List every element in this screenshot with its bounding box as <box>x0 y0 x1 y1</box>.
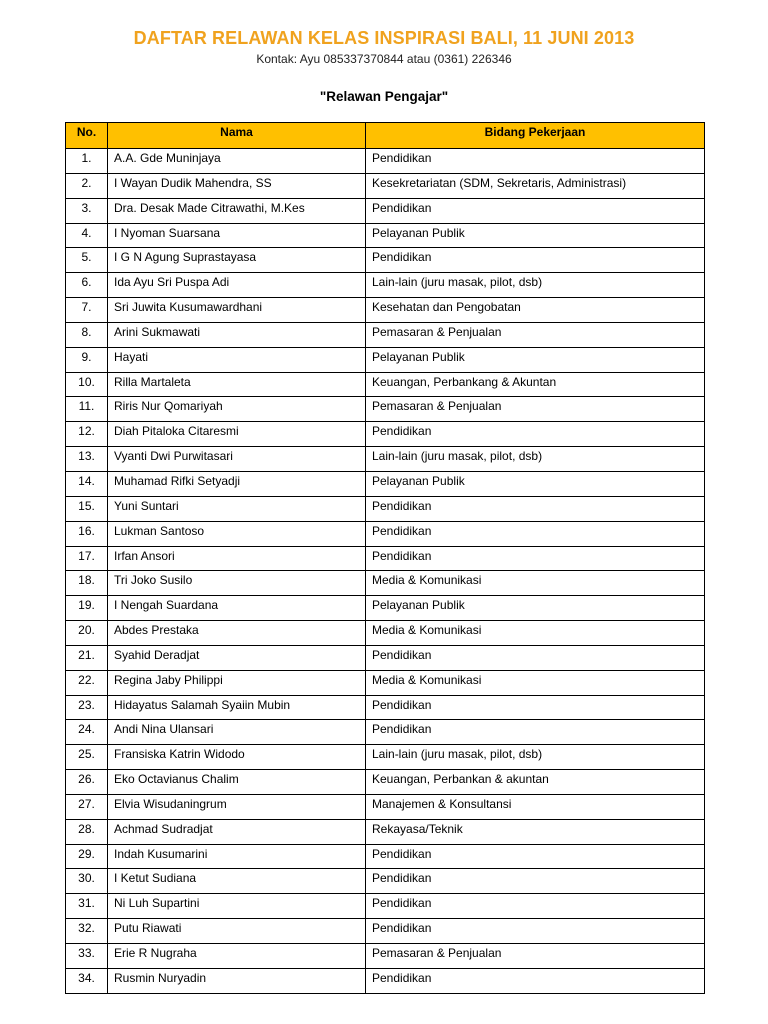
table-row <box>66 422 705 447</box>
table-row <box>66 621 705 646</box>
table-row <box>66 894 705 919</box>
cell-name: Erie R Nugraha <box>108 944 366 969</box>
cell-no: 2. <box>66 173 108 198</box>
table-row <box>66 596 705 621</box>
cell-name: Rusmin Nuryadin <box>108 968 366 993</box>
cell-no: 17. <box>66 546 108 571</box>
cell-no: 9. <box>66 347 108 372</box>
cell-name: Muhamad Rifki Setyadji <box>108 471 366 496</box>
cell-name: Yuni Suntari <box>108 496 366 521</box>
cell-name: Rilla Martaleta <box>108 372 366 397</box>
table-row <box>66 273 705 298</box>
cell-job: Manajemen & Konsultansi <box>366 794 705 819</box>
table-row <box>66 844 705 869</box>
cell-name: I Ketut Sudiana <box>108 869 366 894</box>
cell-name: Sri Juwita Kusumawardhani <box>108 298 366 323</box>
cell-name: Dra. Desak Made Citrawathi, M.Kes <box>108 198 366 223</box>
table-row <box>66 670 705 695</box>
cell-name: Putu Riawati <box>108 919 366 944</box>
cell-job: Media & Komunikasi <box>366 670 705 695</box>
cell-no: 18. <box>66 571 108 596</box>
cell-name: Elvia Wisudaningrum <box>108 794 366 819</box>
section-subtitle: "Relawan Pengajar" <box>319 89 449 104</box>
cell-job: Pemasaran & Penjualan <box>366 322 705 347</box>
cell-job: Pemasaran & Penjualan <box>366 397 705 422</box>
cell-job: Media & Komunikasi <box>366 571 705 596</box>
table-row <box>66 223 705 248</box>
cell-name: Irfan Ansori <box>108 546 366 571</box>
table-row <box>66 944 705 969</box>
cell-name: Tri Joko Susilo <box>108 571 366 596</box>
cell-job: Pendidikan <box>366 521 705 546</box>
cell-no: 29. <box>66 844 108 869</box>
cell-no: 10. <box>66 372 108 397</box>
cell-name: Achmad Sudradjat <box>108 819 366 844</box>
table-row <box>66 645 705 670</box>
table-row <box>66 248 705 273</box>
cell-name: Andi Nina Ulansari <box>108 720 366 745</box>
table-row <box>66 322 705 347</box>
cell-name: A.A. Gde Muninjaya <box>108 149 366 174</box>
cell-no: 13. <box>66 447 108 472</box>
table-row <box>66 869 705 894</box>
cell-job: Pendidikan <box>366 496 705 521</box>
cell-job: Pendidikan <box>366 198 705 223</box>
cell-no: 1. <box>66 149 108 174</box>
cell-no: 11. <box>66 397 108 422</box>
cell-job: Pendidikan <box>366 720 705 745</box>
table-row <box>66 397 705 422</box>
header-job: Bidang Pekerjaan <box>366 123 705 149</box>
cell-no: 3. <box>66 198 108 223</box>
cell-no: 26. <box>66 770 108 795</box>
table-row <box>66 968 705 993</box>
cell-job: Media & Komunikasi <box>366 621 705 646</box>
table-row <box>66 720 705 745</box>
cell-job: Rekayasa/Teknik <box>366 819 705 844</box>
cell-job: Pelayanan Publik <box>366 596 705 621</box>
table-row <box>66 819 705 844</box>
cell-no: 19. <box>66 596 108 621</box>
cell-no: 27. <box>66 794 108 819</box>
cell-no: 20. <box>66 621 108 646</box>
table-row <box>66 496 705 521</box>
cell-name: I Nyoman Suarsana <box>108 223 366 248</box>
table-row <box>66 571 705 596</box>
table-row <box>66 298 705 323</box>
cell-job: Keuangan, Perbankan & akuntan <box>366 770 705 795</box>
cell-job: Pendidikan <box>366 919 705 944</box>
table-row <box>66 794 705 819</box>
cell-job: Pelayanan Publik <box>366 347 705 372</box>
cell-job: Pendidikan <box>366 422 705 447</box>
contact-line: Kontak: Ayu 085337370844 atau (0361) 226346 <box>256 52 512 66</box>
table-row <box>66 198 705 223</box>
cell-job: Lain-lain (juru masak, pilot, dsb) <box>366 273 705 298</box>
cell-no: 7. <box>66 298 108 323</box>
table-row <box>66 521 705 546</box>
table-row <box>66 546 705 571</box>
cell-name: Hayati <box>108 347 366 372</box>
cell-name: Diah Pitaloka Citaresmi <box>108 422 366 447</box>
cell-name: Regina Jaby Philippi <box>108 670 366 695</box>
cell-job: Pendidikan <box>366 248 705 273</box>
cell-name: Riris Nur Qomariyah <box>108 397 366 422</box>
table-row <box>66 447 705 472</box>
cell-no: 25. <box>66 745 108 770</box>
cell-no: 14. <box>66 471 108 496</box>
cell-job: Keuangan, Perbankang & Akuntan <box>366 372 705 397</box>
cell-job: Pendidikan <box>366 894 705 919</box>
cell-name: Hidayatus Salamah Syaiin Mubin <box>108 695 366 720</box>
table-body <box>66 149 705 994</box>
cell-no: 8. <box>66 322 108 347</box>
cell-job: Pendidikan <box>366 968 705 993</box>
cell-name: Lukman Santoso <box>108 521 366 546</box>
cell-job: Pendidikan <box>366 546 705 571</box>
table-row <box>66 745 705 770</box>
table-row <box>66 770 705 795</box>
volunteer-table <box>65 122 705 994</box>
cell-no: 15. <box>66 496 108 521</box>
cell-name: Fransiska Katrin Widodo <box>108 745 366 770</box>
cell-name: I G N Agung Suprastayasa <box>108 248 366 273</box>
cell-job: Kesekretariatan (SDM, Sekretaris, Administrasi) <box>366 173 705 198</box>
table-header-row <box>66 123 705 149</box>
cell-no: 33. <box>66 944 108 969</box>
cell-job: Pendidikan <box>366 844 705 869</box>
cell-name: Abdes Prestaka <box>108 621 366 646</box>
cell-job: Kesehatan dan Pengobatan <box>366 298 705 323</box>
table-row <box>66 372 705 397</box>
cell-name: I Wayan Dudik Mahendra, SS <box>108 173 366 198</box>
header-name: Nama <box>108 123 366 149</box>
cell-name: I Nengah Suardana <box>108 596 366 621</box>
table-row <box>66 471 705 496</box>
table-row <box>66 173 705 198</box>
cell-job: Pelayanan Publik <box>366 471 705 496</box>
cell-no: 34. <box>66 968 108 993</box>
cell-name: Syahid Deradjat <box>108 645 366 670</box>
cell-name: Ni Luh Supartini <box>108 894 366 919</box>
table-row <box>66 347 705 372</box>
header-no: No. <box>66 123 108 149</box>
cell-job: Lain-lain (juru masak, pilot, dsb) <box>366 745 705 770</box>
cell-name: Arini Sukmawati <box>108 322 366 347</box>
cell-no: 30. <box>66 869 108 894</box>
cell-no: 22. <box>66 670 108 695</box>
cell-no: 4. <box>66 223 108 248</box>
cell-job: Lain-lain (juru masak, pilot, dsb) <box>366 447 705 472</box>
cell-job: Pendidikan <box>366 645 705 670</box>
cell-no: 16. <box>66 521 108 546</box>
cell-no: 6. <box>66 273 108 298</box>
cell-name: Eko Octavianus Chalim <box>108 770 366 795</box>
cell-job: Pendidikan <box>366 149 705 174</box>
cell-no: 31. <box>66 894 108 919</box>
cell-no: 28. <box>66 819 108 844</box>
cell-no: 21. <box>66 645 108 670</box>
table-row <box>66 149 705 174</box>
cell-name: Ida Ayu Sri Puspa Adi <box>108 273 366 298</box>
cell-job: Pelayanan Publik <box>366 223 705 248</box>
table-row <box>66 919 705 944</box>
cell-no: 23. <box>66 695 108 720</box>
cell-no: 32. <box>66 919 108 944</box>
cell-no: 24. <box>66 720 108 745</box>
cell-job: Pendidikan <box>366 695 705 720</box>
cell-name: Indah Kusumarini <box>108 844 366 869</box>
table-row <box>66 695 705 720</box>
cell-no: 12. <box>66 422 108 447</box>
cell-no: 5. <box>66 248 108 273</box>
cell-job: Pemasaran & Penjualan <box>366 944 705 969</box>
document-title: DAFTAR RELAWAN KELAS INSPIRASI BALI, 11 JUNI 2013 <box>133 28 635 48</box>
cell-name: Vyanti Dwi Purwitasari <box>108 447 366 472</box>
cell-job: Pendidikan <box>366 869 705 894</box>
